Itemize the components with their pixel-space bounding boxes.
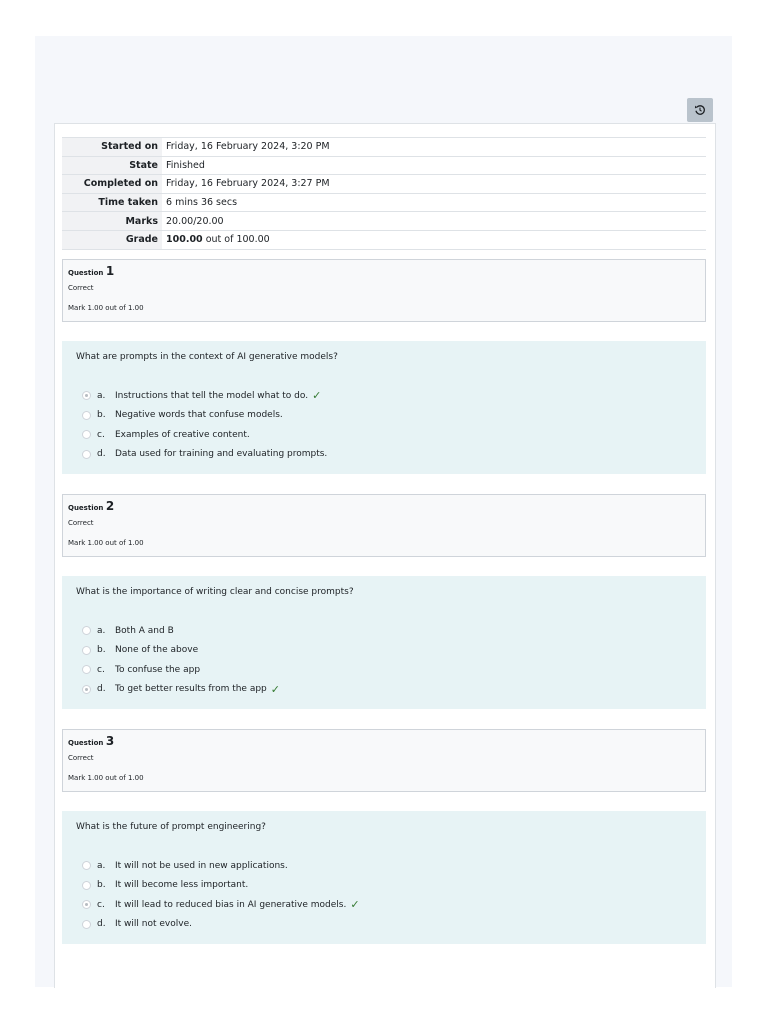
summary-value: Finished	[162, 156, 706, 175]
question-formulation-1	[62, 341, 706, 474]
summary-value: Friday, 16 February 2024, 3:27 PM	[162, 175, 706, 194]
radio-button[interactable]	[82, 450, 91, 459]
question-state: Correct	[68, 284, 94, 292]
radio-button[interactable]	[82, 881, 91, 890]
answer-options	[82, 856, 360, 934]
summary-value: Friday, 16 February 2024, 3:20 PM	[162, 138, 706, 157]
summary-row-grade	[62, 230, 706, 249]
question-state: Correct	[68, 519, 94, 527]
answer-option-a[interactable]: a. It will not be used in new applications.	[82, 856, 360, 876]
correct-check-icon: ✓	[312, 389, 322, 403]
radio-button[interactable]	[82, 391, 91, 400]
summary-label: Started on	[62, 138, 162, 157]
answer-option-a[interactable]: a. Both A and B	[82, 621, 280, 641]
answer-option-c[interactable]: c. Examples of creative content.	[82, 425, 327, 445]
radio-button[interactable]	[82, 411, 91, 420]
history-icon	[694, 104, 706, 116]
radio-button[interactable]	[82, 861, 91, 870]
radio-button[interactable]	[82, 685, 91, 694]
answer-option-c[interactable]: c. To confuse the app	[82, 660, 280, 680]
question-number: Question 3	[68, 734, 115, 748]
answer-option-a[interactable]: a. Instructions that tell the model what to do. ✓	[82, 386, 327, 406]
correct-check-icon: ✓	[350, 898, 360, 912]
grade-total: out of 100.00	[202, 234, 270, 246]
reset-layout-button[interactable]	[687, 98, 713, 122]
answer-option-c[interactable]: c. It will lead to reduced bias in AI generative models. ✓	[82, 895, 360, 915]
question-info-1	[62, 259, 706, 322]
question-info-3	[62, 729, 706, 792]
question-mark: Mark 1.00 out of 1.00	[68, 304, 144, 312]
answer-option-b[interactable]: b. It will become less important.	[82, 876, 360, 896]
summary-label: Completed on	[62, 175, 162, 194]
summary-value: 20.00/20.00	[162, 212, 706, 231]
summary-label: State	[62, 156, 162, 175]
answer-option-d[interactable]: d. To get better results from the app ✓	[82, 680, 280, 700]
question-number: Question 1	[68, 264, 115, 278]
question-mark: Mark 1.00 out of 1.00	[68, 539, 144, 547]
question-state: Correct	[68, 754, 94, 762]
answer-option-b[interactable]: b. Negative words that confuse models.	[82, 406, 327, 426]
question-formulation-3	[62, 811, 706, 944]
question-formulation-2	[62, 576, 706, 709]
radio-button[interactable]	[82, 430, 91, 439]
question-text: What are prompts in the context of AI generative models?	[76, 352, 338, 362]
summary-row-marks	[62, 212, 706, 231]
summary-row-state	[62, 156, 706, 175]
answer-option-d[interactable]: d. Data used for training and evaluating prompts.	[82, 445, 327, 465]
question-mark: Mark 1.00 out of 1.00	[68, 774, 144, 782]
answer-options	[82, 621, 280, 699]
summary-label: Time taken	[62, 193, 162, 212]
answer-options	[82, 386, 327, 464]
summary-label: Grade	[62, 230, 162, 249]
radio-button[interactable]	[82, 665, 91, 674]
answer-option-b[interactable]: b. None of the above	[82, 641, 280, 661]
grade-score: 100.00	[166, 234, 203, 246]
summary-row-started	[62, 138, 706, 157]
summary-label: Marks	[62, 212, 162, 231]
question-text: What is the future of prompt engineering?	[76, 822, 266, 832]
question-number: Question 2	[68, 499, 115, 513]
summary-value: 6 mins 36 secs	[162, 193, 706, 212]
radio-button[interactable]	[82, 626, 91, 635]
radio-button[interactable]	[82, 646, 91, 655]
summary-row-time-taken	[62, 193, 706, 212]
summary-value	[162, 230, 706, 249]
attempt-summary-table	[62, 137, 706, 250]
correct-check-icon: ✓	[270, 682, 280, 696]
question-info-2	[62, 494, 706, 557]
radio-button[interactable]	[82, 900, 91, 909]
question-text: What is the importance of writing clear and concise prompts?	[76, 587, 354, 597]
summary-row-completed	[62, 175, 706, 194]
answer-option-d[interactable]: d. It will not evolve.	[82, 915, 360, 935]
radio-button[interactable]	[82, 920, 91, 929]
